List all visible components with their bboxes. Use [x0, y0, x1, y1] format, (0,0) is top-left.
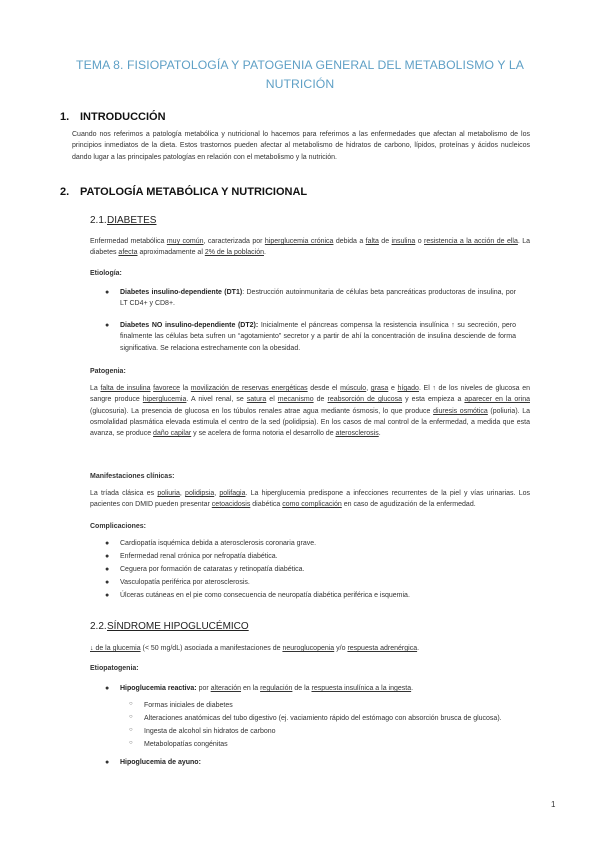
- bullet-icon: ●: [105, 289, 110, 296]
- sub-list-item: Metabolopatías congénitas: [144, 741, 228, 748]
- hipoglucemia-intro: ↓ de la glucemia (< 50 mg/dL) asociada a manifestaciones de neuroglucopenia y/o respuesta adrenérgica.: [90, 645, 420, 652]
- bullet-icon: ●: [105, 322, 110, 329]
- bullet-icon: ●: [105, 566, 110, 573]
- bullet-icon: ●: [105, 592, 110, 599]
- list-item: Enfermedad renal crónica por nefropatía diabética.: [120, 553, 278, 560]
- dt1-item: Diabetes insulino-dependiente (DT1): Destrucción autoinmunitaria de células beta pancreáticas productoras de insulina, por LT CD4+ y CD8+.: [120, 289, 516, 308]
- list-item: Ceguera por formación de cataratas y retinopatía diabética.: [120, 566, 305, 573]
- list-item: Vasculopatía periférica por aterosclerosis.: [120, 579, 250, 586]
- complicaciones-label: Complicaciones:: [90, 523, 147, 530]
- section-number: 2.: [60, 186, 70, 198]
- bullet-icon: ●: [105, 759, 110, 766]
- reactiva-item: Hipoglucemia reactiva: por alteración en la regulación de la respuesta insulínica a la ingesta.: [120, 685, 414, 692]
- patogenia-paragraph: La falta de insulina favorece la movilización de reservas energéticas desde el músculo, grasa e hígado. El ↑ de los niveles de glucosa en sangre produce hiperglucemia. A nivel renal, se satura el mecanismo de reabsorción de glucosa y esta empieza a aparecer en la orina (glucosuria). La presencia de glucosa en los túbulos renales atrae agua mediante ósmosis, lo que produce diuresis osmótica (poliuria). La osmolalidad plasmática elevada estimula el centro de la sed (polidipsia). En los casos de mal control de la enfermedad, a medida que esta avanza, se produce daño capilar y se acelera de forma notoria el desarrollo de aterosclerosis.: [90, 385, 531, 438]
- sub-list-item: Alteraciones anatómicas del tubo digestivo (ej. vaciamiento rápido del estómago con absorción brusca de glucosa).: [144, 715, 502, 722]
- dt2-item: Diabetes NO insulino-dependiente (DT2): Inicialmente el páncreas compensa la resistencia insulínica ↑ su secreción, pero finalmente las células beta sufren un “agotamiento” secretor y a partir de ahí la concentración de insulina desciende de forma significativa. Se relaciona estrechamente con la obesidad.: [120, 322, 516, 352]
- patogenia-label: Patogenia:: [90, 368, 126, 375]
- page-number: 1: [551, 800, 556, 809]
- manifestaciones-label: Manifestaciones clínicas:: [90, 473, 175, 480]
- circle-bullet-icon: ○: [129, 740, 133, 746]
- title-line-1: TEMA 8. FISIOPATOLOGÍA Y PATOGENIA GENERAL DEL METABOLISMO Y LA: [76, 58, 524, 72]
- bullet-icon: ●: [105, 553, 110, 560]
- subsection-number: 2.1.: [90, 215, 107, 226]
- section-number: 1.: [60, 111, 70, 123]
- section-title: INTRODUCCIÓN: [80, 111, 166, 123]
- title-line-2: NUTRICIÓN: [265, 77, 335, 91]
- section-title: PATOLOGÍA METABÓLICA Y NUTRICIONAL: [80, 186, 308, 198]
- diabetes-intro: Enfermedad metabólica muy común, caracterizada por hiperglucemia crónica debida a falta de insulina o resistencia a la acción de ella. La diabetes afecta aproximadamente al 2% de la población.: [90, 238, 530, 257]
- list-item: Úlceras cutáneas en el pie como consecuencia de neuropatía diabética periférica e isquemia.: [120, 592, 410, 599]
- sub-list-item: Formas iniciales de diabetes: [144, 702, 233, 709]
- intro-paragraph: Cuando nos referimos a patología metabólica y nutricional lo hacemos para referirnos a las enfermedades que afectan al metabolismo de los principios inmediatos de la dieta. Estos trastornos pueden afectar al metabolismo de hidratos de carbono, lípidos, proteínas y ácidos nucleicos dando lugar a las principales patologías en relación con el metabolismo y la nutrición.: [72, 131, 530, 161]
- subsection-number: 2.2.: [90, 621, 107, 632]
- sub-list-item: Ingesta de alcohol sin hidratos de carbono: [144, 728, 276, 735]
- section-1-heading: [60, 111, 166, 123]
- subsection-title: SÍNDROME HIPOGLUCÉMICO: [107, 621, 249, 632]
- circle-bullet-icon: ○: [129, 714, 133, 720]
- circle-bullet-icon: ○: [129, 727, 133, 733]
- subsection-title: DIABETES: [107, 215, 157, 226]
- subsection-2-2-heading: [90, 621, 249, 632]
- section-2-heading: [60, 186, 307, 198]
- bullet-icon: ●: [105, 685, 110, 692]
- bullet-icon: ●: [105, 579, 110, 586]
- manifestaciones-paragraph: La tríada clásica es poliuria, polidipsia, polifagia. La hiperglucemia predispone a infecciones recurrentes de la piel y vías urinarias. Los pacientes con DMID pueden presentar cetoacidosis diabética como complicación en caso de agudización de la enfermedad.: [90, 490, 530, 509]
- etiopatogenia-label: Etiopatogenia:: [90, 665, 139, 672]
- document-title: [60, 56, 540, 94]
- etiologia-label: Etiología:: [90, 270, 122, 277]
- circle-bullet-icon: ○: [129, 701, 133, 707]
- ayuno-item: Hipoglucemia de ayuno:: [120, 759, 201, 766]
- list-item: Cardiopatía isquémica debida a aterosclerosis coronaria grave.: [120, 540, 317, 547]
- bullet-icon: ●: [105, 540, 110, 547]
- subsection-2-1-heading: [90, 215, 156, 226]
